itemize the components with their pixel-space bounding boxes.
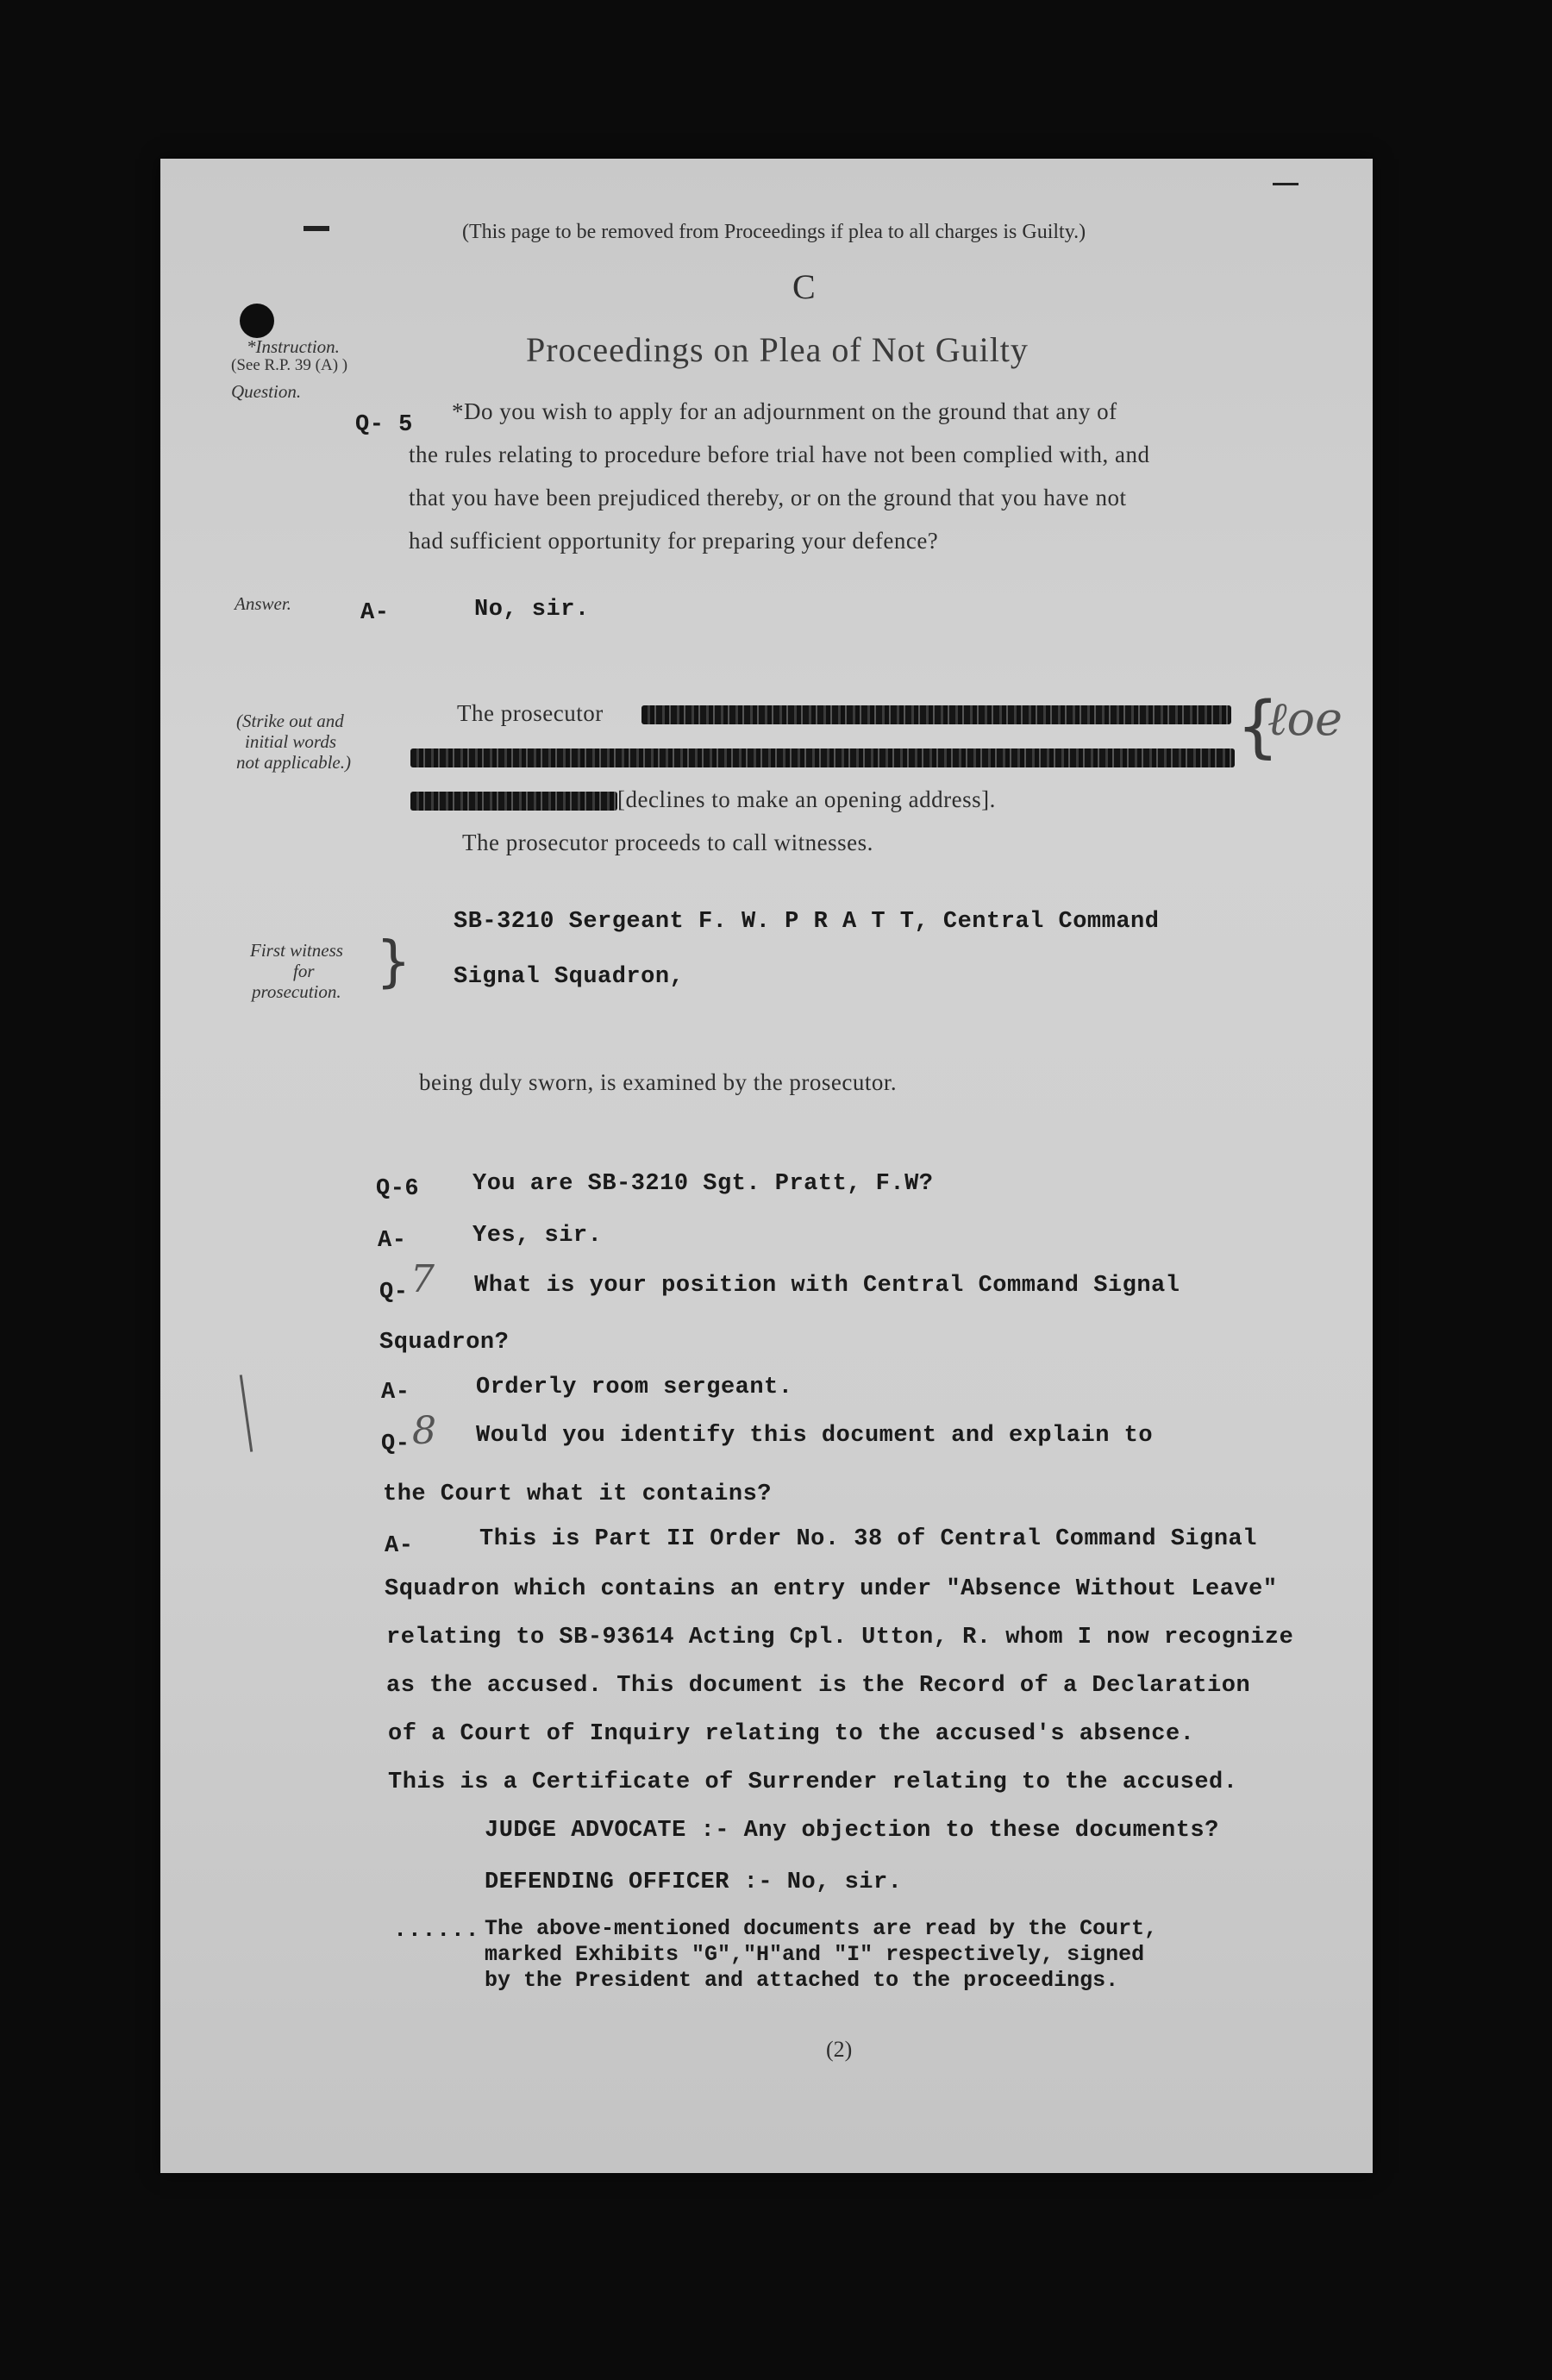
a8-line-2: Squadron which contains an entry under "Absence Without Leave" bbox=[385, 1576, 1278, 1602]
redaction-bar bbox=[410, 748, 1235, 767]
brace: { bbox=[1236, 688, 1280, 766]
q7-handwritten-number: 7 bbox=[410, 1257, 435, 1301]
q5-line-2: the rules relating to procedure before trial have not been complied with, and bbox=[409, 442, 1150, 467]
strike-note-3: not applicable.) bbox=[236, 752, 351, 773]
answer-label: Answer. bbox=[235, 593, 291, 614]
q5-label: Q- 5 bbox=[355, 412, 413, 438]
exhibits-line-3: by the President and attached to the proceedings. bbox=[485, 1968, 1119, 1993]
leader-dots: ...... bbox=[393, 1918, 480, 1944]
prosecutor-calls: The prosecutor proceeds to call witnesses. bbox=[462, 830, 873, 855]
page-title: Proceedings on Plea of Not Guilty bbox=[526, 330, 1029, 369]
initials-signature: ℓ𝑜𝑒 bbox=[1267, 692, 1342, 746]
section-letter: C bbox=[792, 267, 816, 306]
a8-line-5: of a Court of Inquiry relating to the accused's absence. bbox=[388, 1721, 1195, 1747]
q5-line-4: had sufficient opportunity for preparing your defence? bbox=[409, 528, 939, 554]
a8-line-6: This is a Certificate of Surrender relating to the accused. bbox=[388, 1769, 1238, 1795]
first-witness-note-2: for bbox=[293, 961, 315, 981]
document-page bbox=[160, 159, 1373, 2173]
witness-line-2: Signal Squadron, bbox=[454, 964, 685, 990]
first-witness-note-1: First witness bbox=[250, 940, 343, 961]
a8-line-1: This is Part II Order No. 38 of Central Command Signal bbox=[479, 1526, 1257, 1552]
removal-note: (This page to be removed from Proceedings if plea to all charges is Guilty.) bbox=[462, 221, 1086, 243]
strike-note-2: initial words bbox=[245, 731, 336, 752]
q8-label: Q- bbox=[381, 1431, 410, 1457]
q8-handwritten-number: 8 bbox=[412, 1409, 436, 1453]
rp-reference: (See R.P. 39 (A) ) bbox=[231, 356, 348, 374]
a5-text: No, sir. bbox=[474, 597, 590, 623]
ink-mark bbox=[1273, 183, 1299, 185]
redaction-bar bbox=[641, 705, 1231, 724]
strike-note-1: (Strike out and bbox=[236, 711, 344, 731]
q6-label: Q-6 bbox=[376, 1176, 420, 1202]
prosecutor-lead: The prosecutor bbox=[457, 700, 604, 726]
q7-cont: Squadron? bbox=[379, 1330, 510, 1356]
defending-officer-line: DEFENDING OFFICER :- No, sir. bbox=[485, 1870, 903, 1895]
sworn-line: being duly sworn, is examined by the prosecutor. bbox=[419, 1069, 898, 1095]
exhibits-line-1: The above-mentioned documents are read by the Court, bbox=[485, 1916, 1158, 1941]
judge-advocate-line: JUDGE ADVOCATE :- Any objection to these documents? bbox=[485, 1818, 1219, 1844]
a6-label: A- bbox=[378, 1228, 407, 1254]
a7-label: A- bbox=[381, 1380, 410, 1406]
q8-text: Would you identify this document and explain to bbox=[476, 1423, 1154, 1449]
instruction-note: *Instruction. bbox=[247, 336, 340, 357]
redaction-bar bbox=[410, 792, 617, 811]
q8-cont: the Court what it contains? bbox=[383, 1481, 772, 1507]
witness-line-1: SB-3210 Sergeant F. W. P R A T T, Central Command bbox=[454, 909, 1160, 935]
q7-label: Q- bbox=[379, 1280, 409, 1306]
page-number: (2) bbox=[826, 2037, 853, 2062]
q5-line-1: *Do you wish to apply for an adjournment on the ground that any of bbox=[452, 398, 1117, 424]
q6-text: You are SB-3210 Sgt. Pratt, F.W? bbox=[472, 1171, 934, 1197]
question-label: Question. bbox=[231, 381, 302, 402]
brace: { bbox=[376, 930, 411, 994]
q7-text: What is your position with Central Command Signal bbox=[474, 1273, 1180, 1299]
first-witness-note-3: prosecution. bbox=[252, 981, 341, 1002]
a5-label: A- bbox=[360, 600, 390, 626]
q5-line-3: that you have been prejudiced thereby, or on the ground that you have not bbox=[409, 485, 1127, 510]
a8-line-3: relating to SB-93614 Acting Cpl. Utton, R. whom I now recognize bbox=[386, 1625, 1294, 1650]
ink-mark bbox=[304, 226, 329, 231]
exhibits-line-2: marked Exhibits "G","H"and "I" respectively, signed bbox=[485, 1942, 1145, 1967]
a8-label: A- bbox=[385, 1533, 414, 1559]
punch-hole-dot bbox=[240, 304, 274, 338]
prosecutor-declines: [declines to make an opening address]. bbox=[617, 786, 996, 812]
margin-pencil-mark bbox=[240, 1375, 253, 1452]
a8-line-4: as the accused. This document is the Record of a Declaration bbox=[386, 1673, 1251, 1699]
a6-text: Yes, sir. bbox=[472, 1223, 603, 1249]
a7-text: Orderly room sergeant. bbox=[476, 1375, 793, 1400]
